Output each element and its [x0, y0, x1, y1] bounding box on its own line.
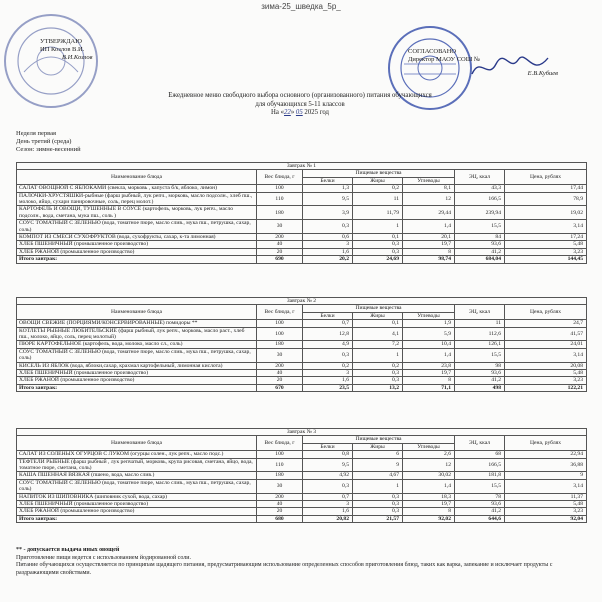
table-row [17, 501, 587, 508]
meta-week: Неделя первая [16, 130, 57, 137]
cell-energy: 239,94 [455, 206, 505, 220]
total-carbs: 98,74 [403, 256, 455, 263]
total-fat: 24,69 [353, 256, 403, 263]
cell-energy: 41,2 [455, 508, 505, 515]
table-row [17, 377, 587, 384]
dish-name: ПАЛОЧКИ-ХРУСТЯШКИ-рыбные (фарш рыбный, лук репч., морковь, масло подсолн., хлеб пш., молоко, яйцо, сухари панировочные, соль, перец молот.) [17, 192, 257, 206]
table-row [17, 341, 587, 348]
cell-protein: 1,3 [303, 185, 353, 192]
cell-price: 3,14 [505, 220, 587, 234]
cell-protein: 0,8 [303, 451, 353, 458]
cell-protein: 1,6 [303, 377, 353, 384]
cell-protein: 9,5 [303, 192, 353, 206]
approval-block [40, 38, 170, 62]
total-energy: 644,6 [455, 515, 505, 522]
cell-energy: 166,5 [455, 192, 505, 206]
cell-weight: 20 [257, 508, 303, 515]
table-row [17, 248, 587, 255]
cell-protein: 1,6 [303, 248, 353, 255]
cell-carbs: 12 [403, 458, 455, 472]
cell-energy: 98 [455, 362, 505, 369]
cell-carbs: 20,1 [403, 234, 455, 241]
column-header-carbs: Углеводы [403, 312, 455, 319]
cell-price: 17,24 [505, 234, 587, 241]
file-name: зима-25_шведка_5р_ [261, 2, 341, 11]
agreement-position: Директор МАОУ СОШ № [408, 56, 481, 63]
table-row [17, 362, 587, 369]
total-energy: 498 [455, 384, 505, 391]
column-header-dish: Наименование блюда [17, 436, 257, 451]
cell-fat: 0,3 [353, 493, 403, 500]
dish-name: СОУС ТОМАТНЫЙ С ЗЕЛЕНЬЮ (вода, томатное пюре, масло слив., мука пш., петрушка, сахар, соль) [17, 479, 257, 493]
column-header-nutrients: Пищевые вещества [303, 170, 455, 177]
column-header-protein: Белки [303, 443, 353, 450]
agreement-title: СОГЛАСОВАНО [408, 48, 457, 55]
cell-protein: 0,3 [303, 479, 353, 493]
cell-protein: 9,5 [303, 458, 353, 472]
total-row [17, 256, 587, 263]
cell-energy: 15,5 [455, 348, 505, 362]
cell-protein: 4,9 [303, 341, 353, 348]
cell-fat: 11,79 [353, 206, 403, 220]
cell-fat: 1 [353, 479, 403, 493]
total-price: 144,45 [505, 256, 587, 263]
cell-protein: 3,9 [303, 206, 353, 220]
cell-weight: 20 [257, 248, 303, 255]
table-row [17, 320, 587, 327]
cell-weight: 200 [257, 362, 303, 369]
cell-fat: 4,1 [353, 327, 403, 341]
cell-weight: 20 [257, 377, 303, 384]
cell-price: 24,7 [505, 320, 587, 327]
heading-line2: для обучающихся 5-11 классов [255, 100, 345, 108]
cell-energy: 181,8 [455, 472, 505, 479]
total-carbs: 71,1 [403, 384, 455, 391]
cell-fat: 1 [353, 348, 403, 362]
cell-protein: 0,3 [303, 220, 353, 234]
dish-name: САЛАТ ОВОЩНОЙ С ЯБЛОКАМИ (свекла, морковь , капуста б/к, яблоко, лимон) [17, 185, 257, 192]
cell-carbs: 8 [403, 248, 455, 255]
footnote: Питание обучающихся осуществляется по принципам щадящего питания, предусматривающим использование определенных способов приготовления блюд, таких как варка, запекание и исключает продукты с раздражающими свойствами. [16, 562, 553, 576]
meal-title: Завтрак № 1 [17, 163, 587, 170]
table-row [17, 472, 587, 479]
cell-carbs: 8 [403, 377, 455, 384]
cell-fat: 9 [353, 458, 403, 472]
total-weight: 690 [257, 256, 303, 263]
approval-signature: В.И.Козлов [62, 54, 93, 61]
total-protein: 20,2 [303, 256, 353, 263]
cell-weight: 200 [257, 493, 303, 500]
meal-table [16, 162, 587, 264]
cell-weight: 200 [257, 234, 303, 241]
cell-weight: 100 [257, 327, 303, 341]
cell-price: 78,9 [505, 192, 587, 206]
dish-name: СОУС ТОМАТНЫЙ С ЗЕЛЕНЬЮ (вода, томатное пюре, масло слив., мука пш., петрушка, сахар, соль) [17, 348, 257, 362]
table-row [17, 206, 587, 220]
cell-carbs: 10,4 [403, 341, 455, 348]
column-header-nutrients: Пищевые вещества [303, 436, 455, 443]
footnote: ** - допускается выдача иных овощей [16, 547, 120, 553]
cell-price: 11,37 [505, 493, 587, 500]
dish-name: ХЛЕБ ПШЕНИЧНЫЙ (промышленное производство) [17, 370, 257, 377]
cell-fat: 0,1 [353, 320, 403, 327]
cell-carbs: 18,3 [403, 493, 455, 500]
cell-price: 5,48 [505, 501, 587, 508]
cell-protein: 3 [303, 501, 353, 508]
total-price: 122,21 [505, 384, 587, 391]
cell-fat: 11 [353, 192, 403, 206]
cell-weight: 180 [257, 341, 303, 348]
cell-energy: 43,3 [455, 185, 505, 192]
dish-name: СОУС ТОМАТНЫЙ С ЗЕЛЕНЬЮ (вода, томатное пюре, масло слив., мука пш., петрушка, сахар, соль) [17, 220, 257, 234]
total-row [17, 384, 587, 391]
total-weight: 670 [257, 384, 303, 391]
dish-name: КАРТОФЕЛЬ И ОВОЩИ, ТУШЕННЫЕ В СОУСЕ (картофель, морковь, лук репч., масло подсолн., вода, сметана, мука пш., соль ) [17, 206, 257, 220]
cell-carbs: 29,44 [403, 206, 455, 220]
cell-energy: 68 [455, 451, 505, 458]
cell-price: 20,08 [505, 362, 587, 369]
table-row [17, 508, 587, 515]
cell-carbs: 19,7 [403, 370, 455, 377]
cell-energy: 166,5 [455, 458, 505, 472]
cell-weight: 30 [257, 479, 303, 493]
dish-name: НАПИТОК ИЗ ШИПОВНИКА (шиповник сухой, вода, сахар) [17, 493, 257, 500]
column-header-protein: Белки [303, 312, 353, 319]
cell-weight: 30 [257, 348, 303, 362]
heading-date: На «22» 05 2025 год [270, 109, 329, 116]
cell-energy: 41,2 [455, 248, 505, 255]
cell-protein: 0,6 [303, 234, 353, 241]
total-carbs: 92,02 [403, 515, 455, 522]
table-row [17, 192, 587, 206]
cell-carbs: 5,9 [403, 327, 455, 341]
cell-weight: 100 [257, 451, 303, 458]
table-row [17, 458, 587, 472]
cell-weight: 110 [257, 458, 303, 472]
column-header-weight: Вес блюда, г [257, 305, 303, 320]
column-header-fat: Жиры [353, 312, 403, 319]
dish-name: ХЛЕБ РЖАНОЙ (промышленное производство) [17, 248, 257, 255]
dish-name: КОМПОТ ИЗ СМЕСИ СУХОФРУКТОВ (вода, сухофрукты, сахар, к-та лимонная) [17, 234, 257, 241]
total-label: Итого завтрак: [17, 256, 257, 263]
footnote: Приготовление пищи ведется с использованием йодированной соли. [16, 554, 191, 561]
table-row [17, 493, 587, 500]
cell-price: 3,23 [505, 508, 587, 515]
column-header-energy: ЭЦ, ккал [455, 170, 505, 185]
meta-day: День третий (среда) [16, 137, 72, 145]
total-label: Итого завтрак: [17, 515, 257, 522]
column-header-weight: Вес блюда, г [257, 436, 303, 451]
cell-energy: 11 [455, 320, 505, 327]
cell-price: 24,01 [505, 341, 587, 348]
cell-price: 3,14 [505, 479, 587, 493]
column-header-energy: ЭЦ, ккал [455, 305, 505, 320]
total-weight: 680 [257, 515, 303, 522]
column-header-dish: Наименование блюда [17, 305, 257, 320]
menu-meta [16, 130, 81, 153]
cell-energy: 41,2 [455, 377, 505, 384]
footnotes [16, 547, 586, 577]
meal-title: Завтрак № 3 [17, 429, 587, 436]
approval-position: ИП Козлов В.И. [40, 46, 85, 53]
cell-fat: 7,2 [353, 341, 403, 348]
cell-fat: 0,3 [353, 248, 403, 255]
cell-energy: 15,5 [455, 220, 505, 234]
total-fat: 21,57 [353, 515, 403, 522]
cell-protein: 0,7 [303, 493, 353, 500]
column-header-dish: Наименование блюда [17, 170, 257, 185]
cell-price: 41,57 [505, 327, 587, 341]
cell-weight: 100 [257, 185, 303, 192]
cell-protein: 0,7 [303, 320, 353, 327]
meal-title: Завтрак № 2 [17, 298, 587, 305]
cell-weight: 180 [257, 206, 303, 220]
cell-weight: 30 [257, 220, 303, 234]
cell-price: 36,88 [505, 458, 587, 472]
cell-fat: 0,3 [353, 377, 403, 384]
cell-protein: 12,8 [303, 327, 353, 341]
cell-energy: 93,6 [455, 241, 505, 248]
table-row [17, 479, 587, 493]
cell-energy: 93,6 [455, 370, 505, 377]
column-header-weight: Вес блюда, г [257, 170, 303, 185]
dish-name: ХЛЕБ РЖАНОЙ (промышленное производство) [17, 377, 257, 384]
column-header-protein: Белки [303, 177, 353, 184]
dish-name: ХЛЕБ ПШЕНИЧНЫЙ (промышленное производство) [17, 241, 257, 248]
table-row [17, 241, 587, 248]
dish-name: КОТЛЕТЫ РЫБНЫЕ ЛЮБИТЕЛЬСКИЕ (фарш рыбный, лук репч., морковь, масло раст., хлеб пш., молоко, яйцо, соль, перец молотый) [17, 327, 257, 341]
cell-price: 22,94 [505, 451, 587, 458]
cell-fat: 0,3 [353, 370, 403, 377]
cell-price: 3,23 [505, 377, 587, 384]
table-row [17, 327, 587, 341]
column-header-carbs: Углеводы [403, 177, 455, 184]
total-protein: 20,82 [303, 515, 353, 522]
table-row [17, 451, 587, 458]
table-row [17, 348, 587, 362]
cell-fat: 0,3 [353, 508, 403, 515]
dish-name: ОВОЩИ СВЕЖИЕ (ПОРЦИЯМИ/КОНСЕРВИРОВАННЫЕ) помидоры ** [17, 320, 257, 327]
cell-price: 17,44 [505, 185, 587, 192]
table-row [17, 185, 587, 192]
cell-fat: 1 [353, 220, 403, 234]
cell-carbs: 1,4 [403, 220, 455, 234]
cell-fat: 6 [353, 451, 403, 458]
total-label: Итого завтрак: [17, 384, 257, 391]
cell-carbs: 23,8 [403, 362, 455, 369]
column-header-price: Цена, рублях [505, 436, 587, 451]
meal-table [16, 297, 587, 392]
dish-name: ТЕФТЕЛИ РЫБНЫЕ (фарш рыбный , лук репчатый, морковь, крупа рисовая, сметана, яйцо, вода, томатное пюре, сметана, соль) [17, 458, 257, 472]
cell-price: 19,02 [505, 206, 587, 220]
cell-protein: 3 [303, 241, 353, 248]
cell-weight: 100 [257, 320, 303, 327]
column-header-carbs: Углеводы [403, 443, 455, 450]
heading-line1: Ежедневное меню свободного выбора основного (организованного) питания обучающихся [168, 92, 432, 99]
table-row [17, 370, 587, 377]
agreement-signature: Е.В.Кубиев [527, 70, 558, 77]
cell-carbs: 1,4 [403, 348, 455, 362]
cell-energy: 126,1 [455, 341, 505, 348]
cell-price: 5,48 [505, 241, 587, 248]
meta-season: Сезон: зимне-весенний [16, 145, 81, 153]
cell-carbs: 12 [403, 192, 455, 206]
cell-price: 3,14 [505, 348, 587, 362]
table-row [17, 220, 587, 234]
cell-weight: 40 [257, 241, 303, 248]
cell-fat: 0,3 [353, 501, 403, 508]
cell-fat: 0,2 [353, 362, 403, 369]
cell-energy: 112,6 [455, 327, 505, 341]
cell-carbs: 30,02 [403, 472, 455, 479]
agreement-block [408, 48, 558, 78]
column-header-nutrients: Пищевые вещества [303, 305, 455, 312]
cell-carbs: 19,7 [403, 241, 455, 248]
meal-table [16, 428, 587, 523]
cell-carbs: 2,6 [403, 451, 455, 458]
total-price: 92,04 [505, 515, 587, 522]
cell-carbs: 8 [403, 508, 455, 515]
cell-fat: 0,1 [353, 234, 403, 241]
column-header-fat: Жиры [353, 443, 403, 450]
cell-carbs: 8,1 [403, 185, 455, 192]
cell-carbs: 19,7 [403, 501, 455, 508]
cell-fat: 0,3 [353, 241, 403, 248]
cell-energy: 78 [455, 493, 505, 500]
column-header-price: Цена, рублях [505, 305, 587, 320]
cell-carbs: 1,9 [403, 320, 455, 327]
cell-protein: 3 [303, 370, 353, 377]
column-header-fat: Жиры [353, 177, 403, 184]
cell-protein: 0,2 [303, 362, 353, 369]
column-header-energy: ЭЦ, ккал [455, 436, 505, 451]
cell-protein: 4,92 [303, 472, 353, 479]
dish-name: КИСЕЛЬ ИЗ ЯБЛОК (вода, яблоки,сахар, крахмал картофельный, лимонная кислота) [17, 362, 257, 369]
dish-name: ПЮРЕ КАРТОФЕЛЬНОЕ (картофель, вода, молоко, масло сл., соль) [17, 341, 257, 348]
cell-energy: 84 [455, 234, 505, 241]
cell-weight: 40 [257, 501, 303, 508]
column-header-price: Цена, рублях [505, 170, 587, 185]
cell-price: 5,48 [505, 370, 587, 377]
total-protein: 23,5 [303, 384, 353, 391]
menu-heading [60, 92, 540, 118]
cell-energy: 93,6 [455, 501, 505, 508]
dish-name: САЛАТ ИЗ СОЛЕНЫХ ОГУРЦОВ С ЛУКОМ (огурцы солен., лук репч., масло подс.) [17, 451, 257, 458]
cell-energy: 15,5 [455, 479, 505, 493]
cell-fat: 0,2 [353, 185, 403, 192]
cell-carbs: 1,4 [403, 479, 455, 493]
total-energy: 684,04 [455, 256, 505, 263]
dish-name: ХЛЕБ ПШЕНИЧНЫЙ (промышленное производство) [17, 501, 257, 508]
total-fat: 13,2 [353, 384, 403, 391]
table-row [17, 234, 587, 241]
cell-weight: 40 [257, 370, 303, 377]
dish-name: КАША ПШЕННАЯ ВЯЗКАЯ (пшено, вода, масло слив.) [17, 472, 257, 479]
cell-fat: 4,67 [353, 472, 403, 479]
dish-name: ХЛЕБ РЖАНОЙ (промышленное производство) [17, 508, 257, 515]
cell-price: 3,23 [505, 248, 587, 255]
cell-protein: 0,3 [303, 348, 353, 362]
cell-price: 9 [505, 472, 587, 479]
total-row [17, 515, 587, 522]
cell-weight: 180 [257, 472, 303, 479]
cell-weight: 110 [257, 192, 303, 206]
approval-title: УТВЕРЖДАЮ [40, 38, 82, 45]
cell-protein: 1,6 [303, 508, 353, 515]
